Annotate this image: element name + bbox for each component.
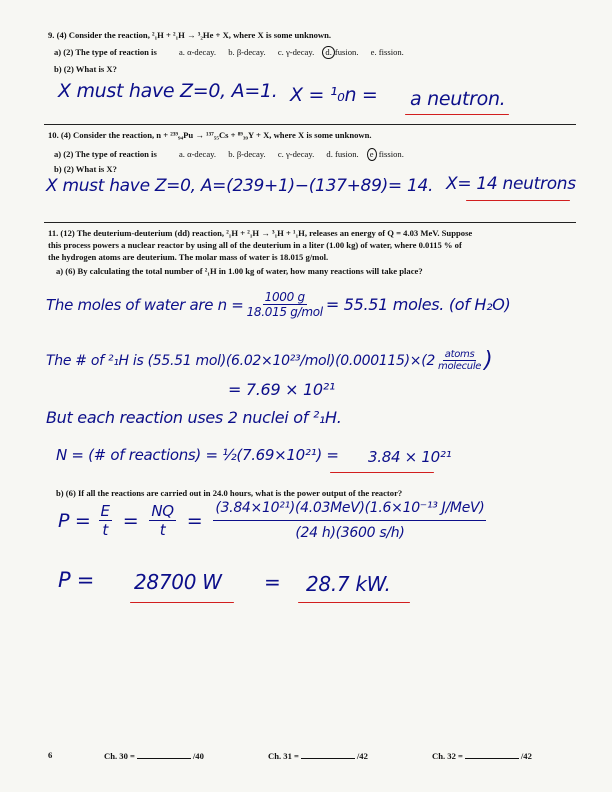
q11-hw-eq-sign-1: =	[122, 509, 139, 532]
q10-option-e-selected	[367, 149, 404, 159]
q10-option-c: c. γ-decay.	[277, 149, 315, 159]
q11-header-line-3: the hydrogen atoms are deuterium. The molar mass of water is 18.015 g/mol.	[48, 252, 329, 262]
q9-answer-underline	[405, 114, 509, 115]
q11-hw-moles-num: 1000 g	[264, 290, 305, 304]
q11-hw-each-reaction: But each reaction uses 2 nuclei of ²₁H.	[46, 408, 342, 427]
q11-hw-eq-sign-2: =	[186, 509, 203, 532]
q11-header-line-1: 11. (12) The deuterium-deuterium (dd) reaction, ²₁H + ²₁H → ³₁H + ¹₁H, releases an energy of Q = 4.03 MeV. Suppose	[48, 228, 473, 238]
q9-selected-circle: d.	[322, 46, 334, 59]
q9-option-d-text: fusion.	[334, 47, 359, 57]
q10-a-prompt: a) (2) The type of reaction is	[54, 149, 157, 159]
q11-hw-reactions-expr: N = (# of reactions) = ½(7.69×10²¹) =	[56, 446, 339, 464]
q9-option-b: b. β-decay.	[228, 47, 266, 57]
q10-hw-answer-2: X= 14 neutrons	[446, 174, 576, 194]
divider-q10-q11	[44, 222, 576, 223]
q11-hw-frac2-num: NQ	[151, 502, 174, 520]
q11-hw-moles-label: The moles of water are n =	[46, 295, 244, 314]
q11-hw-power-lhs: P =	[58, 509, 91, 532]
q11-hw-power-watts: 28700 W	[134, 570, 222, 594]
q11-hw-reactions-answer: 3.84 × 10²¹	[368, 448, 452, 466]
q10-part-a	[54, 148, 404, 161]
q11-hw-count-result: = 7.69 × 10²¹	[228, 380, 335, 399]
divider-q9-q10	[44, 124, 576, 125]
q10-option-e-text: fission.	[378, 149, 404, 159]
q9-hw-answer-1: X must have Z=0, A=1.	[58, 80, 278, 102]
q9-option-d-selected	[322, 47, 358, 57]
score-ch32-total: /42	[520, 751, 532, 761]
q11b-kw-underline	[298, 602, 410, 603]
q11-hw-power-kw: 28.7 kW.	[306, 572, 391, 596]
q11-hw-moles-den: 18.015 g/mol	[246, 305, 323, 319]
q11-hw-frac3-num: (3.84×10²¹)(4.03MeV)(1.6×10⁻¹³ J/MeV)	[213, 500, 486, 521]
q11-hw-frac3-den: (24 h)(3600 s/h)	[295, 525, 405, 541]
q11-hw-count-line	[46, 348, 492, 373]
q11-hw-count-expr: The # of ²₁H is (55.51 mol)(6.02×10²³/mol)(0.000115)×(2	[46, 352, 435, 369]
q9-option-e: e. fission.	[370, 47, 404, 57]
q11-hw-count-num: atoms	[444, 349, 475, 360]
score-ch30-total: /40	[192, 751, 204, 761]
score-ch32-blank	[465, 750, 519, 759]
score-ch31-blank	[301, 750, 355, 759]
score-ch30-label: Ch. 30 =	[104, 751, 135, 761]
q11-hw-count-fraction	[438, 349, 481, 372]
q11-hw-power-frac-3	[213, 500, 486, 541]
q11-hw-count-den: molecule	[438, 361, 482, 372]
q11-b-prompt: b) (6) If all the reactions are carried out in 24.0 hours, what is the power output of the reactor?	[56, 488, 403, 498]
score-ch31-total: /42	[356, 751, 368, 761]
q9-hw-answer-3: a neutron.	[410, 88, 506, 110]
q11-hw-frac2-den: t	[159, 521, 166, 539]
q10-selected-circle: e	[367, 148, 377, 161]
q9-part-a	[54, 46, 404, 59]
q9-hw-answer-2: X = ¹₀n =	[290, 84, 378, 106]
q10-option-d: d. fusion.	[326, 149, 359, 159]
q9-header: 9. (4) Consider the reaction, ²₁H + ²₁H → ³₂He + X, where X is some unknown.	[48, 30, 332, 40]
score-ch30	[104, 750, 204, 761]
q10-answer-underline	[466, 200, 570, 201]
q11-hw-power-eq	[58, 500, 489, 541]
q10-hw-answer-1: X must have Z=0, A=(239+1)−(137+89)= 14.	[46, 176, 434, 196]
score-ch31	[268, 750, 368, 761]
q11-hw-moles-line	[46, 290, 511, 319]
q11-hw-power-frac-2	[149, 502, 175, 539]
q9-b-prompt: b) (2) What is X?	[54, 64, 117, 74]
q11-hw-power-lhs-2: P =	[58, 568, 95, 592]
q11-hw-frac1-num: E	[100, 502, 110, 520]
q11-hw-count-paren: )	[484, 348, 493, 373]
q9-option-a: a. α-decay.	[178, 47, 217, 57]
score-ch32	[432, 750, 532, 761]
q11-a-prompt: a) (6) By calculating the total number of ²₁H in 1.00 kg of water, how many reactions will take place?	[56, 266, 423, 276]
q11b-watts-underline	[130, 602, 234, 603]
q9-a-prompt: a) (2) The type of reaction is	[54, 47, 157, 57]
q11a-answer-underline	[330, 472, 434, 473]
q11-hw-moles-fraction	[247, 290, 323, 319]
q11-hw-moles-result: = 55.51 moles. (of H₂O)	[325, 295, 511, 314]
q10-option-a: a. α-decay.	[178, 149, 217, 159]
page-number: 6	[48, 750, 53, 760]
q11-header-line-2: this process powers a nuclear reactor by using all of the deuterium in a liter (1.00 kg) of water, where 0.0115 % of	[48, 240, 462, 250]
q10-b-prompt: b) (2) What is X?	[54, 164, 117, 174]
score-ch30-blank	[137, 750, 191, 759]
q11-hw-power-frac-1	[99, 502, 112, 539]
q9-option-c: c. γ-decay.	[277, 47, 315, 57]
q11-hw-frac1-den: t	[102, 521, 108, 539]
q11-hw-eq-sign-3: =	[264, 570, 281, 594]
q10-header: 10. (4) Consider the reaction, n + ²³⁹₉₄Pu → ¹³⁷₅₅Cs + ⁸⁹₃₉Y + X, where X is some unknown.	[48, 130, 372, 140]
q10-option-b: b. β-decay.	[228, 149, 266, 159]
score-ch31-label: Ch. 31 =	[268, 751, 299, 761]
score-ch32-label: Ch. 32 =	[432, 751, 463, 761]
